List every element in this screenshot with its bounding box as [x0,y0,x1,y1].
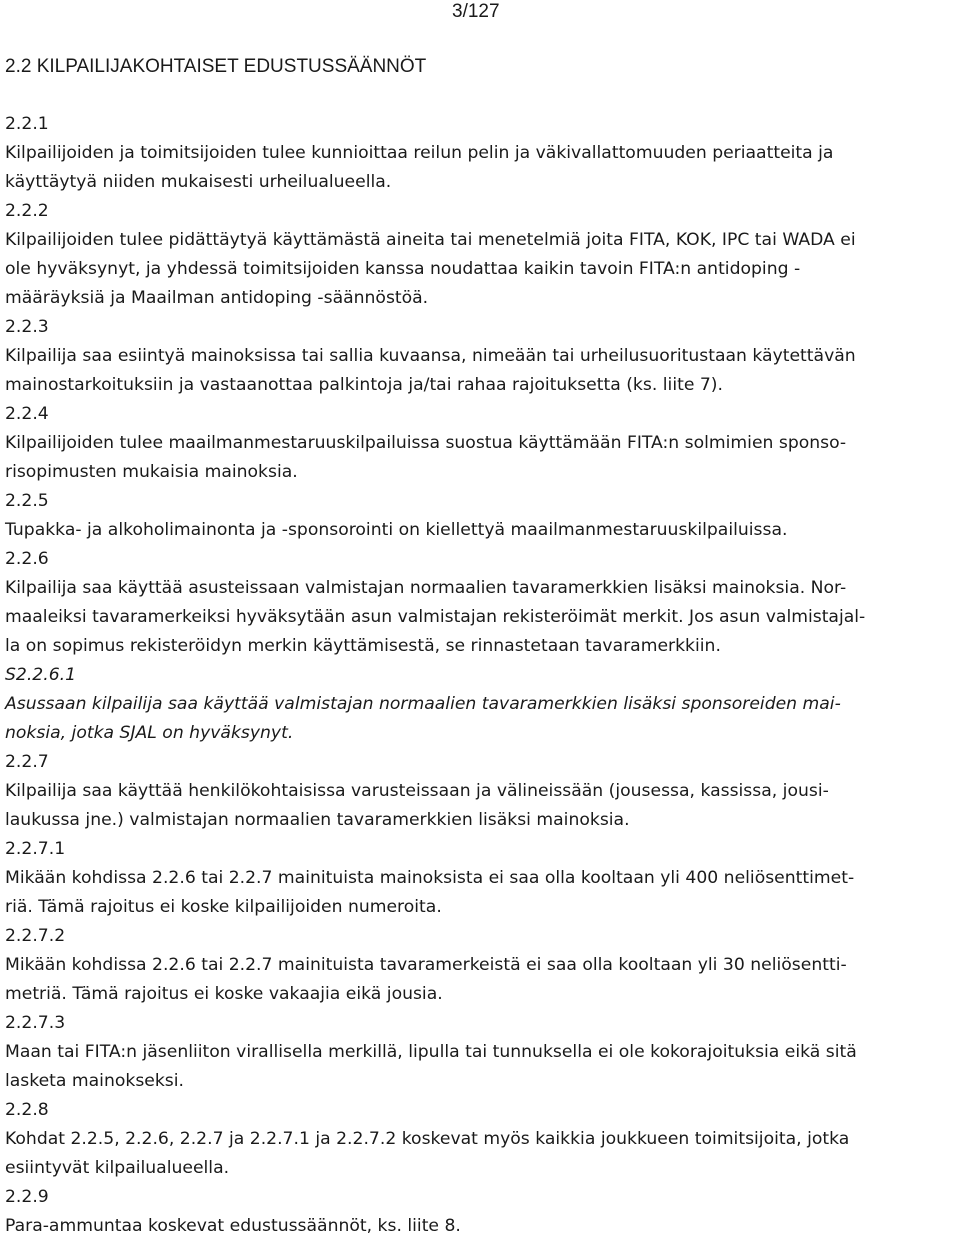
section-2-2-7-2 [5,922,953,1009]
section-text-line: riä. Tämä rajoitus ei koske kilpailijoiden numeroita. [5,897,442,917]
section-2-2-3 [5,313,953,400]
section-number: 2.2.6 [5,549,49,569]
section-2-2-4 [5,400,953,487]
section-text-line: Kilpailijoiden tulee maailmanmestaruuskilpailuissa suostua käyttämään FITA:n solmimien sponso- [5,433,847,453]
section-number: 2.2.7.1 [5,839,66,859]
section-number: 2.2.8 [5,1100,49,1120]
section-2-2-6 [5,545,953,661]
section-text-line: Kilpailija saa esiintyä mainoksissa tai sallia kuvaansa, nimeään tai urheilusuoritustaan käytettävän [5,346,856,366]
section-text-line: Kohdat 2.2.5, 2.2.6, 2.2.7 ja 2.2.7.1 ja 2.2.7.2 koskevat myös kaikkia joukkueen toimitsijoita, jotka [5,1129,850,1149]
section-number: 2.2.1 [5,114,49,134]
section-number: 2.2.3 [5,317,49,337]
section-number: 2.2.7 [5,752,49,772]
section-number: 2.2.7.3 [5,1013,66,1033]
section-text-line: ole hyväksynyt, ja yhdessä toimitsijoiden kanssa noudattaa kaikin tavoin FITA:n antidoping - [5,259,801,279]
page-number: 3/127 [452,1,500,22]
section-text-line: Kilpailijoiden ja toimitsijoiden tulee kunnioittaa reilun pelin ja väkivallattomuuden periaatteita ja [5,143,834,163]
section-text-line: määräyksiä ja Maailman antidoping -säännöstöä. [5,288,429,308]
section-2-2-1 [5,110,953,197]
section-number: S2.2.6.1 [5,665,77,685]
section-2-2-7-1 [5,835,953,922]
section-text-line: risopimusten mukaisia mainoksia. [5,462,298,482]
section-text-line: käyttäytyä niiden mukaisesti urheilualueella. [5,172,392,192]
section-2-2-2 [5,197,953,313]
section-text-line: Kilpailija saa käyttää asusteissaan valmistajan normaalien tavaramerkkien lisäksi mainoksia. Nor- [5,578,847,598]
section-text-line: Asussaan kilpailija saa käyttää valmistajan normaalien tavaramerkkien lisäksi sponsoreiden mai- [5,694,841,714]
section-text-line: esiintyvät kilpailualueella. [5,1158,230,1178]
section-text-line: Para-ammuntaa koskevat edustussäännöt, ks. liite 8. [5,1216,461,1236]
section-text-line: Maan tai FITA:n jäsenliiton virallisella merkillä, lipulla tai tunnuksella ei ole kokorajoituksia eikä sitä [5,1042,857,1062]
document-content [5,52,953,1241]
section-text-line: Mikään kohdissa 2.2.6 tai 2.2.7 mainituista tavaramerkeistä ei saa olla kooltaan yli 30 neliösentti- [5,955,847,975]
section-text-line: lasketa mainokseksi. [5,1071,184,1091]
section-text-line: Mikään kohdissa 2.2.6 tai 2.2.7 mainituista mainoksista ei saa olla kooltaan yli 400 neliösenttimet- [5,868,855,888]
section-text-line: la on sopimus rekisteröidyn merkin käyttämisestä, se rinnastetaan tavaramerkkiin. [5,636,721,656]
section-2-2-9 [5,1183,953,1241]
section-number: 2.2.2 [5,201,49,221]
section-number: 2.2.9 [5,1187,49,1207]
section-number: 2.2.5 [5,491,49,511]
sections-container [5,110,953,1241]
section-2-2-7-3 [5,1009,953,1096]
section-text-line: noksia, jotka SJAL on hyväksynyt. [5,723,294,743]
section-text-line: mainostarkoituksiin ja vastaanottaa palkintoja ja/tai rahaa rajoituksetta (ks. liite 7). [5,375,723,395]
section-number: 2.2.7.2 [5,926,66,946]
section-2-2-7 [5,748,953,835]
section-2-2-5 [5,487,953,545]
section-text-line: metriä. Tämä rajoitus ei koske vakaajia eikä jousia. [5,984,443,1004]
section-text-line: Tupakka- ja alkoholimainonta ja -sponsorointi on kiellettyä maailmanmestaruuskilpailuissa. [5,520,788,540]
section-2-2-8 [5,1096,953,1183]
section-s2-2-6-1 [5,661,953,748]
section-text-line: Kilpailijoiden tulee pidättäytyä käyttämästä aineita tai menetelmiä joita FITA, KOK, IPC tai WADA ei [5,230,856,250]
section-text-line: laukussa jne.) valmistajan normaalien tavaramerkkien lisäksi mainoksia. [5,810,630,830]
section-heading: 2.2 KILPAILIJAKOHTAISET EDUSTUSSÄÄNNÖT [5,56,427,77]
section-text-line: Kilpailija saa käyttää henkilökohtaisissa varusteissaan ja välineissään (jousessa, kassissa, jousi- [5,781,829,801]
section-text-line: maaleiksi tavaramerkeiksi hyväksytään asun valmistajan rekisteröimät merkit. Jos asun valmistajal- [5,607,866,627]
section-number: 2.2.4 [5,404,49,424]
